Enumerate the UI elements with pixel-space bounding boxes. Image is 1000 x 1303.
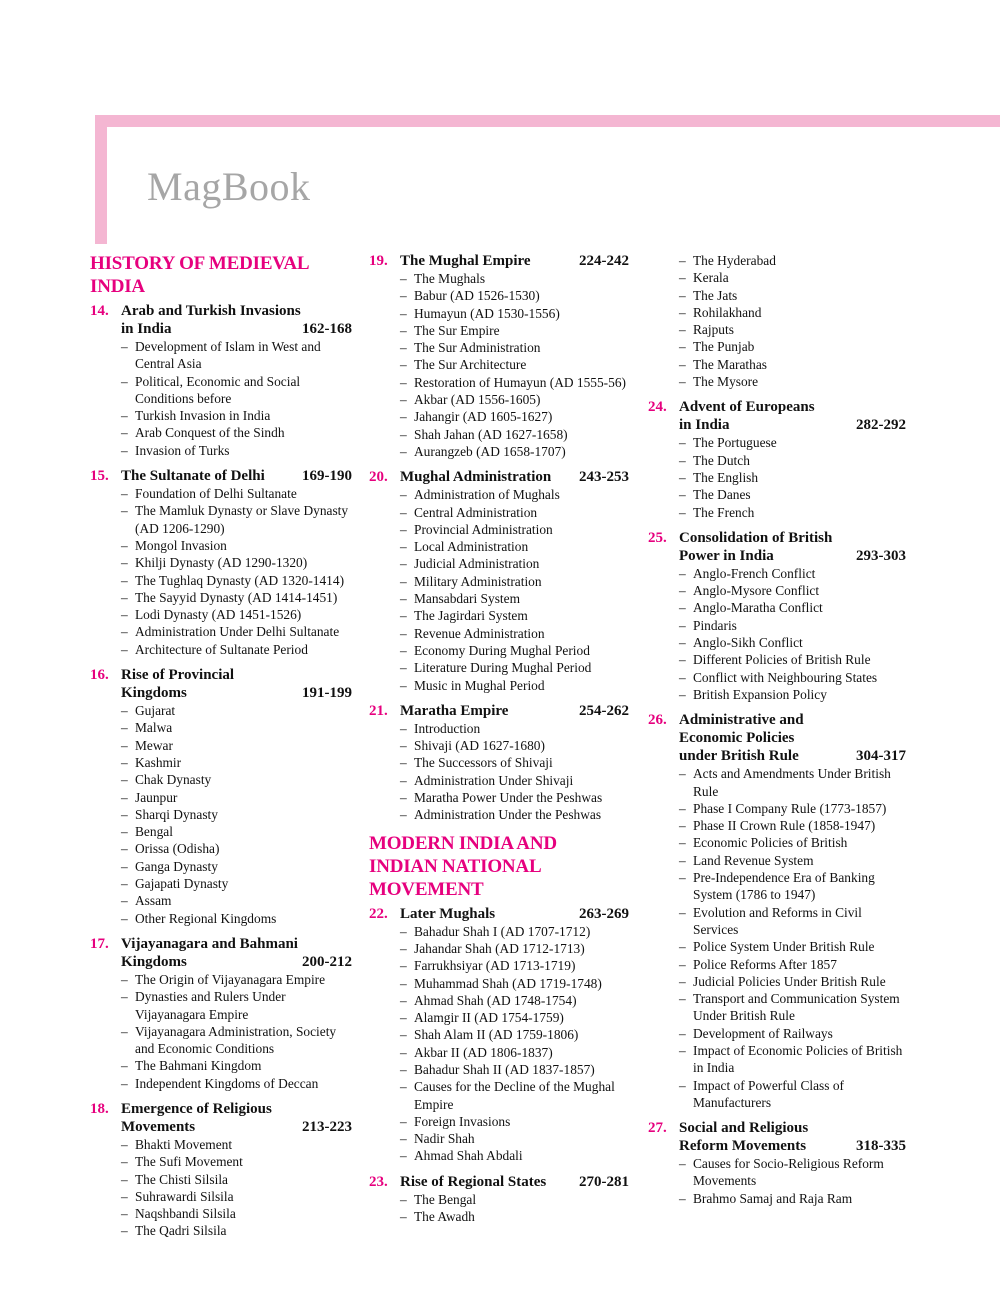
chapter-heading	[648, 398, 906, 434]
topic-item: – The Portuguese	[679, 434, 906, 451]
topic-item: – Impact of Powerful Class of Manufacturers	[679, 1077, 906, 1112]
chapter-number: 18.	[90, 1100, 109, 1117]
topic-item: – Revenue Administration	[400, 625, 629, 642]
topic-item: – Suhrawardi Silsila	[121, 1188, 352, 1205]
topic-item: – Arab Conquest of the Sindh	[121, 424, 352, 441]
chapter-title-text: Rise of Regional States	[400, 1173, 547, 1190]
topic-list	[648, 1155, 906, 1207]
topic-item: – Anglo-Maratha Conflict	[679, 599, 906, 616]
topic-item: – The Origin of Vijayanagara Empire	[121, 971, 352, 988]
topic-item: – Judicial Policies Under British Rule	[679, 973, 906, 990]
topic-item: – The Mughals	[400, 270, 629, 287]
chapter-title-text: Rise of Provincial	[121, 667, 235, 684]
chapter-heading	[369, 1173, 629, 1191]
topic-item: – Police Reforms After 1857	[679, 956, 906, 973]
topic-item: – Kerala	[679, 269, 906, 286]
chapter-title-text: under British Rule	[679, 748, 799, 765]
topic-item: – Foundation of Delhi Sultanate	[121, 485, 352, 502]
topic-item: – Evolution and Reforms in Civil Services	[679, 904, 906, 939]
topic-item: – The Punjab	[679, 338, 906, 355]
chapter-title	[121, 935, 352, 971]
topic-item: – Central Administration	[400, 504, 629, 521]
topic-item: – Restoration of Humayun (AD 1555-56)	[400, 374, 629, 391]
chapter-title	[121, 666, 352, 702]
chapter-title-line	[121, 467, 352, 485]
chapter-title-line	[121, 1100, 352, 1118]
chapter-title-text: Vijayanagara and Bahmani	[121, 935, 298, 952]
chapter-title	[679, 398, 906, 434]
topic-item: – The English	[679, 469, 906, 486]
chapter-title-text: Mughal Administration	[400, 469, 552, 486]
topic-list	[369, 720, 629, 824]
chapter-title-line	[679, 529, 906, 547]
topic-item: – Pre-Independence Era of Banking System (1786 to 1947)	[679, 869, 906, 904]
page-frame-top-border	[95, 115, 1000, 127]
topic-item: – Anglo-Sikh Conflict	[679, 634, 906, 651]
chapter-title-text: Emergence of Religious	[121, 1100, 272, 1117]
topic-item: – Humayun (AD 1530-1556)	[400, 305, 629, 322]
toc-column-2	[369, 252, 629, 1233]
topic-item: – Nadir Shah	[400, 1130, 629, 1147]
chapter-title-line	[121, 953, 352, 971]
chapter-title-text: The Sultanate of Delhi	[121, 468, 265, 485]
topic-item: – Naqshbandi Silsila	[121, 1205, 352, 1222]
topic-item: – Brahmo Samaj and Raja Ram	[679, 1190, 906, 1207]
page-range: 282-292	[856, 417, 906, 434]
topic-item: – The Bahmani Kingdom	[121, 1057, 352, 1074]
topic-item: – Other Regional Kingdoms	[121, 910, 352, 927]
topic-item: – Literature During Mughal Period	[400, 659, 629, 676]
topic-item: – Causes for Socio-Religious Reform Movements	[679, 1155, 906, 1190]
chapter-title	[121, 1100, 352, 1136]
chapter-number: 17.	[90, 935, 109, 952]
chapter-title-line	[121, 320, 352, 338]
topic-item: – Rohilakhand	[679, 304, 906, 321]
chapter-title-text: Consolidation of British	[679, 529, 833, 546]
chapter-number: 14.	[90, 303, 109, 319]
topic-item: – The Marathas	[679, 356, 906, 373]
chapter-title-line	[679, 1119, 906, 1137]
topic-item: – Jahangir (AD 1605-1627)	[400, 408, 629, 425]
topic-item: – British Expansion Policy	[679, 686, 906, 703]
chapter-title-text: Economic Policies	[679, 730, 795, 747]
topic-item: – Development of Islam in West and Central Asia	[121, 338, 352, 373]
page-frame-left-border	[95, 115, 107, 244]
topic-item: – Muhammad Shah (AD 1719-1748)	[400, 975, 629, 992]
chapter-title	[400, 905, 629, 923]
section-heading: HISTORY OF MEDIEVAL INDIA	[90, 253, 309, 297]
topic-item: – Local Administration	[400, 538, 629, 555]
chapter-title	[679, 529, 906, 565]
page-range: 263-269	[579, 905, 629, 922]
topic-item: – Mewar	[121, 737, 352, 754]
topic-item: – Shah Jahan (AD 1627-1658)	[400, 426, 629, 443]
chapter-title-line	[400, 1173, 629, 1191]
topic-item: – Jaunpur	[121, 789, 352, 806]
topic-list	[90, 338, 352, 459]
topic-item: – Administration of Mughals	[400, 486, 629, 503]
chapter-entry	[369, 905, 629, 1165]
chapter-title	[679, 711, 906, 765]
chapter-title-line	[679, 398, 906, 416]
page-range: 270-281	[579, 1173, 629, 1190]
chapter-heading	[369, 468, 629, 486]
chapter-title	[121, 467, 352, 485]
chapter-title-line	[121, 684, 352, 702]
chapter-entry	[90, 935, 352, 1092]
chapter-title-text: Later Mughals	[400, 905, 496, 922]
topic-list	[369, 923, 629, 1165]
topic-item: – The Sur Administration	[400, 339, 629, 356]
topic-item: – Bengal	[121, 823, 352, 840]
topic-list	[369, 486, 629, 694]
topic-list	[90, 702, 352, 927]
topic-item: – Administration Under Delhi Sultanate	[121, 623, 352, 640]
chapter-title	[400, 1173, 629, 1191]
topic-item: – The Jagirdari System	[400, 607, 629, 624]
topic-item: – The Chisti Silsila	[121, 1171, 352, 1188]
chapter-title	[121, 302, 352, 338]
page-range: 293-303	[856, 547, 906, 564]
chapter-number: 16.	[90, 667, 109, 684]
chapter-entry	[90, 1100, 352, 1240]
chapter-heading	[90, 666, 352, 702]
topic-item: – Mansabdari System	[400, 590, 629, 607]
chapter-number: 22.	[369, 905, 388, 922]
chapter-title-line	[679, 729, 906, 747]
topic-item: – Foreign Invasions	[400, 1113, 629, 1130]
topic-item: – Farrukhsiyar (AD 1713-1719)	[400, 957, 629, 974]
topic-item: – Ganga Dynasty	[121, 858, 352, 875]
chapter-title	[679, 1119, 906, 1155]
topic-item: – Sharqi Dynasty	[121, 806, 352, 823]
topic-item: – Military Administration	[400, 573, 629, 590]
chapter-title-text: The Mughal Empire	[400, 253, 531, 269]
topic-item: – Land Revenue System	[679, 852, 906, 869]
topic-list	[369, 1191, 629, 1226]
chapter-heading	[369, 905, 629, 923]
chapter-title-line	[121, 935, 352, 953]
topic-item: – Transport and Communication System Under British Rule	[679, 990, 906, 1025]
topic-list	[648, 765, 906, 1111]
topic-item: – Music in Mughal Period	[400, 677, 629, 694]
topic-item: – Alamgir II (AD 1754-1759)	[400, 1009, 629, 1026]
topic-item: – Economic Policies of British	[679, 834, 906, 851]
chapter-entry	[648, 529, 906, 703]
topic-item: – Bhakti Movement	[121, 1136, 352, 1153]
chapter-title-line	[400, 252, 629, 270]
chapter-title-line	[121, 1118, 352, 1136]
topic-item: – Political, Economic and Social Conditions before	[121, 373, 352, 408]
chapter-number: 20.	[369, 469, 388, 486]
topic-item: – Aurangzeb (AD 1658-1707)	[400, 443, 629, 460]
chapter-title-text: Reform Movements	[679, 1138, 807, 1155]
topic-item: – Shah Alam II (AD 1759-1806)	[400, 1026, 629, 1043]
topic-item: – Anglo-Mysore Conflict	[679, 582, 906, 599]
topic-item: – Causes for the Decline of the Mughal Empire	[400, 1078, 629, 1113]
topic-item: – Anglo-French Conflict	[679, 565, 906, 582]
topic-item: – Mongol Invasion	[121, 537, 352, 554]
chapter-title-text: Social and Religious	[679, 1120, 809, 1137]
chapter-number: 24.	[648, 399, 667, 416]
chapter-title-text: Advent of Europeans	[679, 399, 815, 416]
topic-item: – Maratha Power Under the Peshwas	[400, 789, 629, 806]
topic-item: – Lodi Dynasty (AD 1451-1526)	[121, 606, 352, 623]
chapter-number: 21.	[369, 702, 388, 719]
chapter-number: 26.	[648, 712, 667, 729]
topic-item: – Malwa	[121, 719, 352, 736]
page-range: 169-190	[302, 468, 352, 485]
chapter-title-text: Power in India	[679, 547, 774, 564]
topic-item: – The Sur Empire	[400, 322, 629, 339]
topic-item: – Acts and Amendments Under British Rule	[679, 765, 906, 800]
topic-item: – The French	[679, 504, 906, 521]
chapter-number: 19.	[369, 253, 388, 269]
topic-item: – Akbar (AD 1556-1605)	[400, 391, 629, 408]
topic-item: – The Hyderabad	[679, 252, 906, 269]
page-range: 200-212	[302, 953, 352, 970]
chapter-entry	[648, 1119, 906, 1207]
topic-item: – Introduction	[400, 720, 629, 737]
section-heading: MODERN INDIA AND INDIAN NATIONAL MOVEMENT	[369, 832, 557, 900]
topic-item: – The Mamluk Dynasty or Slave Dynasty (AD 1206-1290)	[121, 502, 352, 537]
topic-item: – Khilji Dynasty (AD 1290-1320)	[121, 554, 352, 571]
topic-item: – Vijayanagara Administration, Society and Economic Conditions	[121, 1023, 352, 1058]
chapter-heading	[90, 467, 352, 485]
chapter-title	[400, 468, 629, 486]
chapter-heading	[90, 302, 352, 338]
chapter-title-text: Kingdoms	[121, 685, 187, 702]
topic-item: – Different Policies of British Rule	[679, 651, 906, 668]
page-range: 254-262	[579, 702, 629, 719]
topic-item: – Shivaji (AD 1627-1680)	[400, 737, 629, 754]
topic-item: – The Successors of Shivaji	[400, 754, 629, 771]
page-range: 304-317	[856, 748, 906, 765]
chapter-heading	[90, 1100, 352, 1136]
topic-item: – Gajapati Dynasty	[121, 875, 352, 892]
chapter-title-text: Administrative and	[679, 712, 804, 729]
topic-item: – Administration Under Shivaji	[400, 772, 629, 789]
page-range: 213-223	[302, 1118, 352, 1135]
chapter-entry	[90, 302, 352, 459]
topic-list	[369, 270, 629, 460]
topic-item: – The Dutch	[679, 452, 906, 469]
topic-item: – Development of Railways	[679, 1025, 906, 1042]
topic-item: – Impact of Economic Policies of British in India	[679, 1042, 906, 1077]
chapter-title	[400, 252, 629, 270]
page-range: 243-253	[579, 469, 629, 486]
chapter-title-line	[400, 905, 629, 923]
topic-item: – Orissa (Odisha)	[121, 840, 352, 857]
topic-item: – Architecture of Sultanate Period	[121, 641, 352, 658]
topic-item: – Babur (AD 1526-1530)	[400, 287, 629, 304]
chapter-title-line	[679, 747, 906, 765]
topic-list	[648, 434, 906, 520]
chapter-entry	[90, 467, 352, 658]
chapter-entry	[369, 468, 629, 694]
topic-item: – Gujarat	[121, 702, 352, 719]
topic-item: – Economy During Mughal Period	[400, 642, 629, 659]
topic-item: – The Jats	[679, 287, 906, 304]
chapter-entry	[648, 711, 906, 1111]
chapter-entry	[369, 252, 629, 460]
topic-item: – Ahmad Shah (AD 1748-1754)	[400, 992, 629, 1009]
topic-item: – Conflict with Neighbouring States	[679, 669, 906, 686]
topic-item: – Judicial Administration	[400, 555, 629, 572]
topic-item: – The Tughlaq Dynasty (AD 1320-1414)	[121, 572, 352, 589]
topic-item: – Chak Dynasty	[121, 771, 352, 788]
topic-item: – The Sayyid Dynasty (AD 1414-1451)	[121, 589, 352, 606]
topic-item: – Bahadur Shah I (AD 1707-1712)	[400, 923, 629, 940]
page-range: 191-199	[302, 685, 352, 702]
topic-item: – Rajputs	[679, 321, 906, 338]
topic-item: – Jahandar Shah (AD 1712-1713)	[400, 940, 629, 957]
topic-list	[90, 485, 352, 658]
chapter-number: 25.	[648, 529, 667, 546]
topic-item: – Bahadur Shah II (AD 1837-1857)	[400, 1061, 629, 1078]
topic-list	[648, 565, 906, 703]
topic-item: – Administration Under the Peshwas	[400, 806, 629, 823]
chapter-heading	[369, 252, 629, 270]
toc-column-3	[648, 252, 906, 1215]
chapter-entry	[369, 702, 629, 824]
chapter-entry	[90, 666, 352, 927]
chapter-title-line	[400, 468, 629, 486]
topic-item: – Independent Kingdoms of Deccan	[121, 1075, 352, 1092]
topic-item: – The Awadh	[400, 1208, 629, 1225]
topic-item: – Pindaris	[679, 617, 906, 634]
chapter-number: 15.	[90, 468, 109, 485]
topic-item: – The Danes	[679, 486, 906, 503]
chapter-heading	[90, 935, 352, 971]
topic-item: – Ahmad Shah Abdali	[400, 1147, 629, 1164]
topic-item: – The Sur Architecture	[400, 356, 629, 373]
page-range: 162-168	[302, 321, 352, 337]
chapter-title-line	[679, 416, 906, 434]
page-range: 224-242	[579, 253, 629, 269]
chapter-title-line	[400, 702, 629, 720]
topic-item: – The Mysore	[679, 373, 906, 390]
topic-item: – Police System Under British Rule	[679, 938, 906, 955]
chapter-heading	[648, 711, 906, 765]
chapter-title-text: Kingdoms	[121, 953, 187, 970]
chapter-title	[400, 702, 629, 720]
chapter-entry	[369, 1173, 629, 1226]
chapter-title-line	[121, 302, 352, 320]
topic-item: – Provincial Administration	[400, 521, 629, 538]
chapter-title-text: in India	[121, 321, 172, 337]
chapter-number: 27.	[648, 1120, 667, 1137]
chapter-title-line	[679, 711, 906, 729]
chapter-title-line	[679, 1137, 906, 1155]
topic-item: – Akbar II (AD 1806-1837)	[400, 1044, 629, 1061]
chapter-heading	[648, 1119, 906, 1155]
topic-item: – The Sufi Movement	[121, 1153, 352, 1170]
chapter-entry	[648, 398, 906, 520]
topic-item: – The Bengal	[400, 1191, 629, 1208]
topic-item: – Phase II Crown Rule (1858-1947)	[679, 817, 906, 834]
chapter-title-text: Movements	[121, 1118, 196, 1135]
topic-item: – Phase I Company Rule (1773-1857)	[679, 800, 906, 817]
chapter-number: 23.	[369, 1173, 388, 1190]
brand-title: MagBook	[147, 164, 311, 209]
topic-item: – Turkish Invasion in India	[121, 407, 352, 424]
toc-column-1	[90, 252, 352, 1248]
page-range: 318-335	[856, 1138, 906, 1155]
topic-list	[90, 971, 352, 1092]
chapter-heading	[648, 529, 906, 565]
chapter-title-text: Maratha Empire	[400, 702, 509, 719]
chapter-title-text: in India	[679, 417, 730, 434]
topic-list	[648, 252, 906, 390]
topic-item: – Kashmir	[121, 754, 352, 771]
topic-item: – Assam	[121, 892, 352, 909]
chapter-title-line	[121, 666, 352, 684]
chapter-heading	[369, 702, 629, 720]
topic-list	[90, 1136, 352, 1240]
chapter-title-text: Arab and Turkish Invasions	[121, 303, 301, 319]
topic-item: – Invasion of Turks	[121, 442, 352, 459]
topic-item: – The Qadri Silsila	[121, 1222, 352, 1239]
topic-item: – Dynasties and Rulers Under Vijayanagara Empire	[121, 988, 352, 1023]
chapter-title-line	[679, 547, 906, 565]
